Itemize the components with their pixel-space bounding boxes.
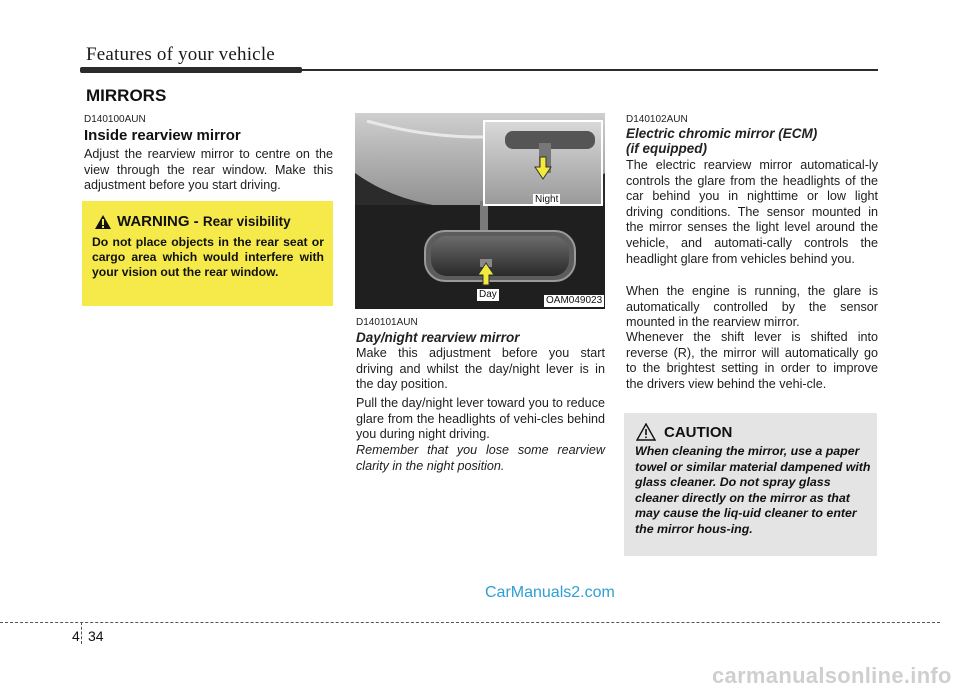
page-number: 34 bbox=[88, 628, 104, 644]
rearview-mirror-photo bbox=[355, 113, 605, 309]
right-paragraph-3: Whenever the shift lever is shifted into reverse (R), the mirror will automatically go to the brightest setting in order to improve the drivers view behind the vehi-cle. bbox=[626, 330, 878, 391]
right-paragraph-1: The electric rearview mirror automatical-ly controls the glare from the headlights of the car behind you in nighttime or low light driving conditions. The sensor mounted in the mirror senses the light level around the vehicle, and automati-cally controls the headlight glare from vehicles behind you. bbox=[626, 158, 878, 266]
warning-header bbox=[94, 213, 291, 230]
right-paragraph-2: When the engine is running, the glare is automatically controlled by the sensor mounted in the rearview mirror. bbox=[626, 284, 878, 330]
left-paragraph: Adjust the rearview mirror to centre on the view through the rear window. Make this adjustment before you start driving. bbox=[84, 147, 333, 193]
caution-triangle-icon bbox=[636, 423, 656, 441]
right-heading-line-1: Electric chromic mirror (ECM) bbox=[626, 126, 818, 141]
right-section-code: D140102AUN bbox=[626, 114, 688, 125]
right-heading-line-2: (if equipped) bbox=[626, 141, 707, 156]
middle-paragraph-1: Make this adjustment before you start driving and whilst the day/night lever is in the day position. bbox=[356, 346, 605, 392]
night-label: Night bbox=[535, 194, 559, 205]
caution-title: CAUTION bbox=[664, 423, 733, 441]
footer-divider bbox=[81, 622, 82, 644]
chapter-number: 4 bbox=[72, 628, 80, 644]
section-title: MIRRORS bbox=[86, 86, 167, 105]
header-rule-thick bbox=[80, 67, 302, 73]
warning-box bbox=[82, 201, 333, 306]
warning-subtitle: Rear visibility bbox=[202, 214, 291, 229]
left-heading: Inside rearview mirror bbox=[84, 127, 241, 144]
running-header: Features of your vehicle bbox=[86, 44, 275, 65]
header-rule-thin bbox=[300, 69, 878, 71]
mirror-illustration bbox=[355, 113, 605, 309]
caution-box bbox=[624, 413, 877, 556]
day-label: Day bbox=[479, 289, 497, 300]
middle-paragraph-2: Pull the day/night lever toward you to reduce glare from the headlights of vehi-cles behind you during night driving. bbox=[356, 396, 605, 442]
warning-text: Do not place objects in the rear seat or cargo area which would interfere with your vision out the rear window. bbox=[92, 235, 324, 280]
middle-section-code: D140101AUN bbox=[356, 317, 418, 328]
left-section-code: D140100AUN bbox=[84, 114, 146, 125]
middle-paragraph-3: Remember that you lose some rearview clarity in the night position. bbox=[356, 443, 605, 473]
footer-rule bbox=[0, 622, 940, 623]
watermark-carmanualsonline: carmanualsonline.info bbox=[712, 663, 952, 688]
caution-header bbox=[636, 423, 732, 441]
warning-title: WARNING - bbox=[117, 213, 199, 230]
caution-text: When cleaning the mirror, use a paper towel or similar material dampened with glass cleaner. Do not spray glass cleaner directly on the mirror as that may cause the liq-uid cleaner to enter the mirror hous-ing. bbox=[635, 444, 871, 536]
warning-triangle-icon bbox=[94, 214, 112, 230]
watermark-carmanuals2: CarManuals2.com bbox=[485, 584, 615, 601]
figure-code: OAM049023 bbox=[546, 295, 603, 306]
middle-heading: Day/night rearview mirror bbox=[356, 330, 520, 345]
